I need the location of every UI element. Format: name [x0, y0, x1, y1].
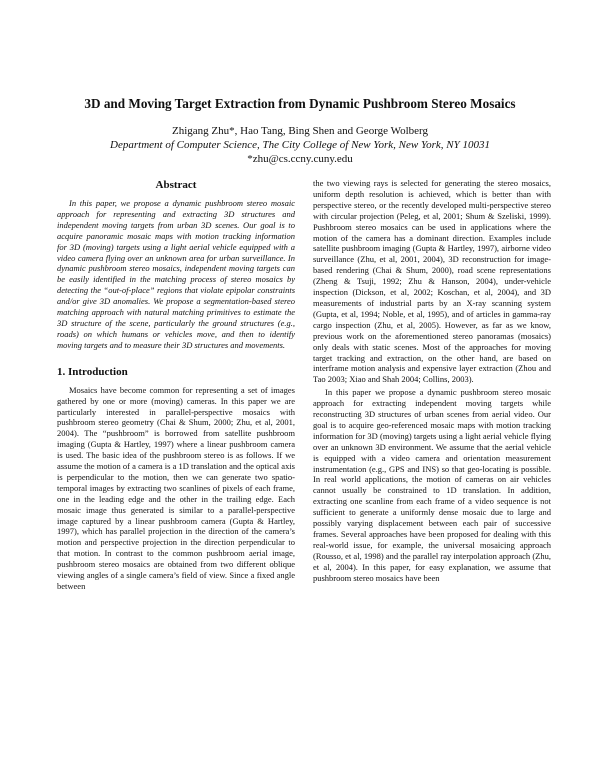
abstract-text: In this paper, we propose a dynamic pushbroom stereo mosaic approach for representing and extracting 3D structures and independent moving targets from urban 3D scenes. Our goal is to acquire panoramic mosaic maps with motion tracking information for 3D (moving) targets using a light aerial vehicle equipped with a video camera flying over an unknown area for urban surveillance. In dynamic pushbroom stereo mosaics, independent moving targets can be easily identified in the matching process of stereo mosaics by detecting the “out-of-place” regions that violate epipolar constraints and/or give 3D anomalies. We propose a segmentation-based stereo matching approach with natural matching primitives to estimate the 3D structure of the scene, particularly the ground structures (e.g., roads) on which humans or vehicles move, and then to identify moving targets and to measure their 3D structures and movements. — [57, 198, 295, 350]
left-column — [57, 178, 295, 592]
contact-email: *zhu@cs.ccny.cuny.edu — [247, 153, 353, 165]
introduction-heading: 1. Introduction — [57, 365, 128, 378]
intro-paragraph-1-continued: the two viewing rays is selected for generating the stereo mosaics, uniform depth resolution is achieved, which is better than with perspective stereo, or the recently developed multi-perspective stereo with circular projection (Peleg, et al, 2001; Shum & Szeliski, 1999). Pushbroom stereo mosaics can be used in applications where the motion of the camera has a dominant direction. Examples include satellite pushbroom imaging (Gupta & Hartley, 1997), airborne video surveillance (Zhu, et al, 2001, 2004), 3D reconstruction for image-based rendering (Chai & Shum, 2000), road scene representations (Zheng & Tsuji, 1992; Zhu & Hanson, 2004), under-vehicle inspection (Dickson, et al, 2002; Koschan, et al, 2004), and 3D measurements of industrial parts by an X-ray scanning system (Gupta, et al, 1994; Noble, et al, 1995), and of articles in gamma-ray cargo inspection (Zhu, et al, 2005). However, as far as we know, previous work on the aforementioned stereo panoramas (mosaics) only deals with static scenes. Most of the approaches for moving target tracking and extraction, on the other hand, are based on interframe motion analysis and expensive layer extraction (Zhou and Tao 2003; Xiao and Shah 2004; Collins, 2003). — [313, 178, 551, 385]
abstract-heading: Abstract — [155, 179, 197, 191]
affiliation: Department of Computer Science, The City College of New York, New York, NY 10031 — [110, 139, 490, 151]
right-column — [313, 178, 551, 584]
paper-title: 3D and Moving Target Extraction from Dynamic Pushbroom Stereo Mosaics — [84, 96, 516, 111]
author-list: Zhigang Zhu*, Hao Tang, Bing Shen and George Wolberg — [172, 125, 428, 137]
intro-paragraph-1: Mosaics have become common for representing a set of images gathered by one or more (moving) cameras. In this paper we are particularly interested in parallel-perspective mosaics with pushbroom stereo geometry (Chai & Shum, 2000; Zhu, et al, 2001, 2004). The “pushbroom” is borrowed from satellite pushbroom imaging (Gupta & Hartley, 1997) where a linear pushbroom camera is used. The basic idea of the pushbroom stereo is as follows. If we assume the motion of a camera is a 1D translation and the optical axis is perpendicular to the motion, then we can generate two spatio-temporal images by extracting two scanlines of pixels of each frame, one in the leading edge and the other in the trailing edge. Each mosaic image thus generated is similar to a parallel-perspective image captured by a linear pushbroom camera (Gupta & Hartley, 1997), which has parallel projection in the direction of the camera’s motion and perspective projection in the direction perpendicular to that motion. In contrast to the common pushbroom aerial image, pushbroom stereo mosaics are obtained from two different oblique viewing angles of a single camera’s field of view. Since a fixed angle between — [57, 384, 295, 591]
intro-paragraph-2: In this paper we propose a dynamic pushbroom stereo mosaic approach for extracting independent moving targets while reconstructing 3D structures of urban scenes from aerial video. Our goal is to acquire geo-referenced mosaic maps with motion tracking information for 3D (moving) targets using a light aerial vehicle flying over an unknown 3D environment. We assume that the aerial vehicle is equipped with a video camera and orientation measurement instrumentation (e.g., GPS and INS) so that geo-locating is possible. In real world applications, the motion of cameras on air vehicles cannot usually be constrained to 1D translation. In addition, extracting one scanline from each frame of a video sequence is not sufficient to generate a uniformly dense mosaic due to large and possibly varying displacement between each pair of successive frames. Several approaches have been proposed for dealing with this real-world issue, for example, the universal mosaicing approach (Rousso, et al, 1998) and the parallel ray interpolation approach (Zhu, et al, 2004). In this paper, for easy explanation, we assume that pushbroom stereo mosaics have been — [313, 387, 551, 583]
